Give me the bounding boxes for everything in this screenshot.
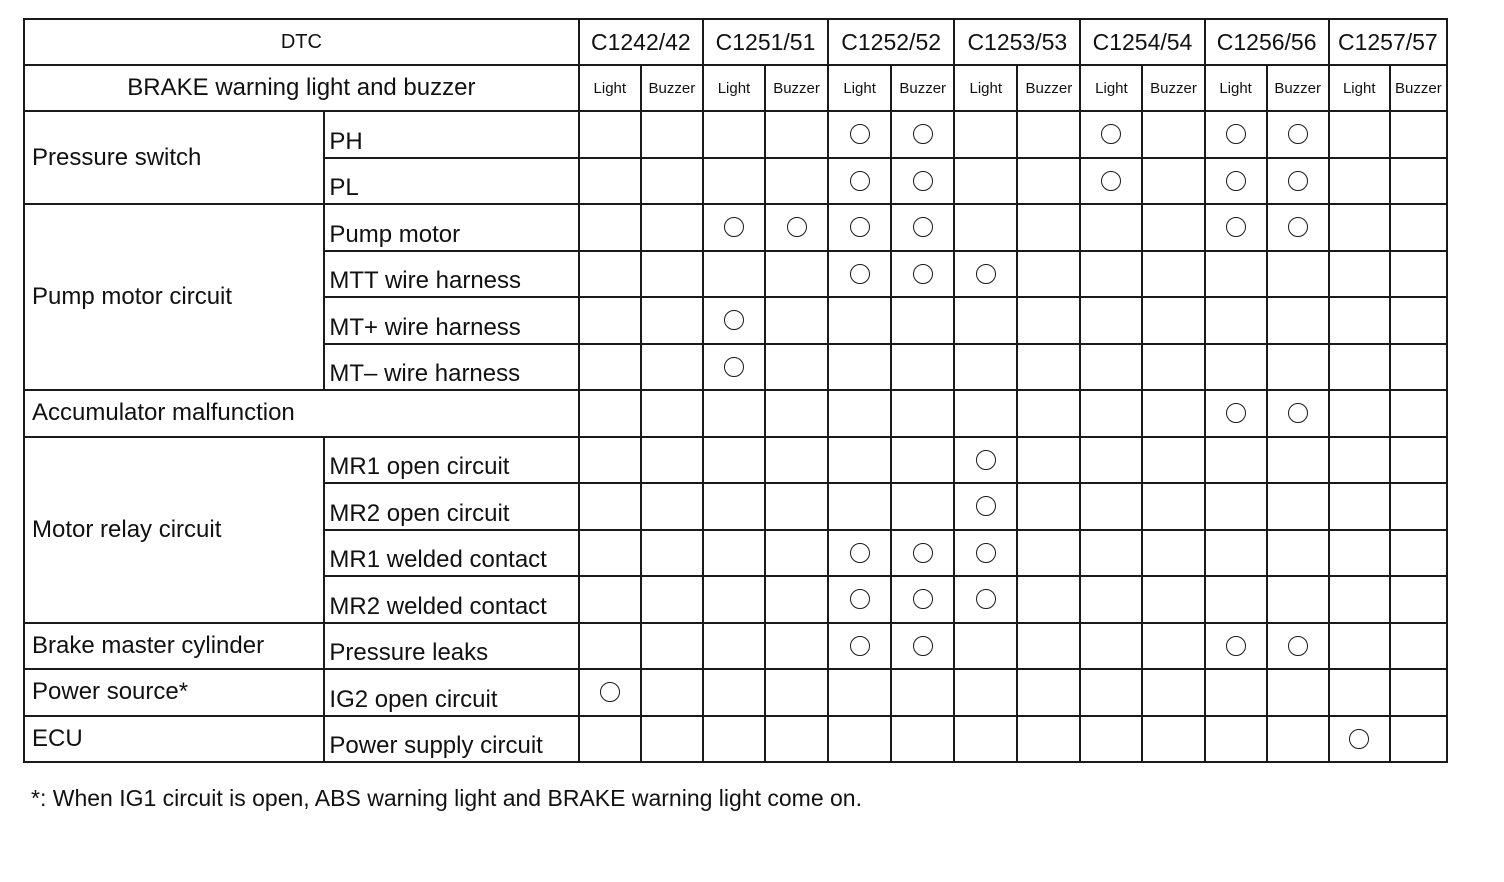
circle-mark-icon: [1226, 217, 1246, 237]
light-cell: [954, 297, 1017, 344]
buzzer-cell: [1017, 623, 1080, 670]
light-cell: [954, 623, 1017, 670]
light-cell: [828, 716, 891, 763]
item-label: Power supply circuit: [324, 716, 578, 763]
light-cell: [579, 390, 641, 437]
buzzer-cell: [641, 297, 703, 344]
buzzer-cell: [1267, 251, 1329, 298]
buzzer-cell: [1017, 111, 1080, 158]
buzzer-cell: [765, 297, 828, 344]
circle-mark-icon: [850, 636, 870, 656]
light-cell: [828, 530, 891, 577]
dtc-header-label: DTC: [24, 19, 579, 65]
item-label: Pump motor: [324, 204, 578, 251]
table-row: [24, 669, 1447, 716]
light-cell: [1205, 530, 1267, 577]
circle-mark-icon: [1226, 636, 1246, 656]
buzzer-cell: [1017, 483, 1080, 530]
circle-mark-icon: [913, 589, 933, 609]
group-label: ECU: [24, 716, 324, 763]
buzzer-cell: [1267, 530, 1329, 577]
item-label: Pressure leaks: [324, 623, 578, 670]
light-cell: [828, 251, 891, 298]
light-cell: [579, 623, 641, 670]
buzzer-cell: [1142, 669, 1204, 716]
buzzer-cell: [891, 716, 954, 763]
table-row: [24, 111, 1447, 158]
light-cell: [703, 111, 765, 158]
buzzer-cell: [641, 623, 703, 670]
table-row: [24, 437, 1447, 484]
light-cell: [579, 716, 641, 763]
circle-mark-icon: [1226, 124, 1246, 144]
dtc-code-header: C1252/52: [828, 19, 954, 65]
buzzer-cell: [641, 204, 703, 251]
buzzer-cell: [765, 669, 828, 716]
buzzer-cell: [765, 111, 828, 158]
light-cell: [1080, 576, 1142, 623]
buzzer-cell: [765, 344, 828, 391]
light-cell: [1329, 483, 1390, 530]
light-cell: [1205, 251, 1267, 298]
buzzer-subheader: Buzzer: [1390, 65, 1447, 111]
light-cell: [1205, 344, 1267, 391]
buzzer-cell: [1142, 530, 1204, 577]
dtc-table-container: [23, 18, 1448, 763]
buzzer-cell: [1390, 576, 1447, 623]
buzzer-cell: [1017, 530, 1080, 577]
buzzer-cell: [765, 483, 828, 530]
buzzer-cell: [891, 297, 954, 344]
buzzer-cell: [641, 344, 703, 391]
circle-mark-icon: [724, 357, 744, 377]
light-cell: [1205, 716, 1267, 763]
buzzer-cell: [1267, 297, 1329, 344]
light-cell: [828, 111, 891, 158]
circle-mark-icon: [787, 217, 807, 237]
light-cell: [579, 437, 641, 484]
buzzer-cell: [1390, 297, 1447, 344]
light-cell: [703, 437, 765, 484]
buzzer-cell: [765, 716, 828, 763]
buzzer-subheader: Buzzer: [891, 65, 954, 111]
circle-mark-icon: [850, 171, 870, 191]
buzzer-cell: [1267, 669, 1329, 716]
circle-mark-icon: [1226, 403, 1246, 423]
circle-mark-icon: [913, 217, 933, 237]
light-cell: [828, 576, 891, 623]
light-cell: [1329, 344, 1390, 391]
buzzer-subheader: Buzzer: [641, 65, 703, 111]
dtc-code-header: C1242/42: [579, 19, 703, 65]
light-cell: [1329, 623, 1390, 670]
buzzer-cell: [765, 623, 828, 670]
light-cell: [1080, 251, 1142, 298]
buzzer-cell: [641, 576, 703, 623]
buzzer-cell: [1017, 390, 1080, 437]
buzzer-cell: [1142, 623, 1204, 670]
circle-mark-icon: [1349, 729, 1369, 749]
item-label: MR2 open circuit: [324, 483, 578, 530]
buzzer-cell: [1390, 623, 1447, 670]
buzzer-cell: [1267, 437, 1329, 484]
header-row-dtc: [24, 19, 1447, 65]
dtc-code-header: C1256/56: [1205, 19, 1329, 65]
buzzer-cell: [891, 576, 954, 623]
buzzer-cell: [641, 530, 703, 577]
buzzer-subheader: Buzzer: [1142, 65, 1204, 111]
buzzer-cell: [641, 251, 703, 298]
buzzer-cell: [1267, 158, 1329, 205]
item-label: MT– wire harness: [324, 344, 578, 391]
buzzer-cell: [641, 437, 703, 484]
buzzer-cell: [1142, 344, 1204, 391]
buzzer-cell: [891, 483, 954, 530]
circle-mark-icon: [850, 589, 870, 609]
light-cell: [954, 437, 1017, 484]
circle-mark-icon: [1101, 124, 1121, 144]
dtc-code-header: C1254/54: [1080, 19, 1204, 65]
light-cell: [1329, 390, 1390, 437]
buzzer-cell: [765, 204, 828, 251]
circle-mark-icon: [1288, 217, 1308, 237]
group-label: Motor relay circuit: [24, 437, 324, 623]
light-cell: [1329, 297, 1390, 344]
light-cell: [828, 669, 891, 716]
light-cell: [579, 344, 641, 391]
buzzer-cell: [1017, 437, 1080, 484]
light-cell: [579, 576, 641, 623]
buzzer-cell: [891, 390, 954, 437]
light-subheader: Light: [1080, 65, 1142, 111]
light-cell: [703, 158, 765, 205]
circle-mark-icon: [976, 450, 996, 470]
buzzer-cell: [1390, 437, 1447, 484]
buzzer-cell: [891, 530, 954, 577]
light-subheader: Light: [1329, 65, 1390, 111]
buzzer-cell: [1390, 158, 1447, 205]
light-cell: [703, 297, 765, 344]
buzzer-cell: [1267, 623, 1329, 670]
dtc-code-header: C1253/53: [954, 19, 1080, 65]
circle-mark-icon: [850, 264, 870, 284]
circle-mark-icon: [724, 310, 744, 330]
light-cell: [828, 483, 891, 530]
dtc-code-header: C1257/57: [1329, 19, 1447, 65]
light-cell: [954, 111, 1017, 158]
buzzer-cell: [891, 204, 954, 251]
light-cell: [579, 483, 641, 530]
item-label: PL: [324, 158, 578, 205]
light-cell: [1205, 158, 1267, 205]
light-cell: [954, 251, 1017, 298]
light-cell: [828, 158, 891, 205]
light-cell: [1080, 158, 1142, 205]
light-subheader: Light: [703, 65, 765, 111]
light-cell: [579, 297, 641, 344]
light-cell: [1205, 669, 1267, 716]
buzzer-cell: [1017, 204, 1080, 251]
circle-mark-icon: [1226, 171, 1246, 191]
light-subheader: Light: [579, 65, 641, 111]
buzzer-cell: [1267, 576, 1329, 623]
light-cell: [1205, 390, 1267, 437]
light-cell: [828, 437, 891, 484]
table-row: [24, 716, 1447, 763]
buzzer-cell: [1390, 669, 1447, 716]
light-cell: [1080, 344, 1142, 391]
table-row: [24, 390, 1447, 437]
buzzer-cell: [1142, 576, 1204, 623]
buzzer-cell: [1017, 251, 1080, 298]
circle-mark-icon: [1288, 636, 1308, 656]
buzzer-cell: [641, 716, 703, 763]
circle-mark-icon: [976, 589, 996, 609]
buzzer-cell: [1142, 204, 1204, 251]
light-cell: [1329, 576, 1390, 623]
item-label: PH: [324, 111, 578, 158]
light-cell: [703, 251, 765, 298]
light-cell: [703, 623, 765, 670]
light-cell: [579, 204, 641, 251]
item-label: MR1 open circuit: [324, 437, 578, 484]
buzzer-cell: [891, 344, 954, 391]
circle-mark-icon: [724, 217, 744, 237]
light-cell: [579, 251, 641, 298]
light-cell: [1080, 483, 1142, 530]
circle-mark-icon: [976, 543, 996, 563]
light-cell: [1205, 483, 1267, 530]
group-label: Accumulator malfunction: [24, 390, 579, 437]
buzzer-cell: [1017, 297, 1080, 344]
circle-mark-icon: [850, 543, 870, 563]
group-label: Pump motor circuit: [24, 204, 324, 390]
item-label: MTT wire harness: [324, 251, 578, 298]
circle-mark-icon: [976, 264, 996, 284]
circle-mark-icon: [600, 682, 620, 702]
light-cell: [1205, 204, 1267, 251]
circle-mark-icon: [1288, 171, 1308, 191]
light-cell: [1329, 530, 1390, 577]
light-cell: [1080, 716, 1142, 763]
light-cell: [703, 204, 765, 251]
circle-mark-icon: [1101, 171, 1121, 191]
item-label: MT+ wire harness: [324, 297, 578, 344]
header-row-light-buzzer: [24, 65, 1447, 111]
buzzer-cell: [1390, 111, 1447, 158]
light-cell: [579, 530, 641, 577]
light-cell: [828, 390, 891, 437]
group-label: Pressure switch: [24, 111, 324, 204]
item-label: IG2 open circuit: [324, 669, 578, 716]
buzzer-cell: [1142, 390, 1204, 437]
buzzer-cell: [891, 623, 954, 670]
warning-header-label: BRAKE warning light and buzzer: [24, 65, 579, 111]
buzzer-cell: [891, 669, 954, 716]
light-cell: [703, 576, 765, 623]
buzzer-cell: [765, 251, 828, 298]
buzzer-cell: [1267, 390, 1329, 437]
light-cell: [954, 158, 1017, 205]
buzzer-subheader: Buzzer: [1017, 65, 1080, 111]
light-cell: [703, 344, 765, 391]
light-cell: [954, 576, 1017, 623]
item-label: MR2 welded contact: [324, 576, 578, 623]
light-cell: [1329, 669, 1390, 716]
dtc-code-header: C1251/51: [703, 19, 828, 65]
light-cell: [954, 483, 1017, 530]
item-label: MR1 welded contact: [324, 530, 578, 577]
buzzer-cell: [641, 158, 703, 205]
light-cell: [579, 158, 641, 205]
circle-mark-icon: [913, 543, 933, 563]
light-subheader: Light: [954, 65, 1017, 111]
light-cell: [954, 344, 1017, 391]
light-cell: [1329, 158, 1390, 205]
light-cell: [1329, 437, 1390, 484]
buzzer-cell: [891, 111, 954, 158]
light-cell: [703, 390, 765, 437]
light-cell: [954, 390, 1017, 437]
buzzer-cell: [1390, 530, 1447, 577]
buzzer-subheader: Buzzer: [1267, 65, 1329, 111]
light-subheader: Light: [828, 65, 891, 111]
light-cell: [703, 483, 765, 530]
buzzer-cell: [765, 437, 828, 484]
buzzer-cell: [1142, 483, 1204, 530]
buzzer-cell: [641, 483, 703, 530]
buzzer-cell: [1017, 344, 1080, 391]
buzzer-cell: [1390, 716, 1447, 763]
buzzer-cell: [1142, 251, 1204, 298]
circle-mark-icon: [850, 217, 870, 237]
buzzer-cell: [891, 251, 954, 298]
buzzer-cell: [1267, 483, 1329, 530]
light-cell: [703, 716, 765, 763]
circle-mark-icon: [913, 124, 933, 144]
buzzer-subheader: Buzzer: [765, 65, 828, 111]
light-cell: [1329, 204, 1390, 251]
light-cell: [1205, 111, 1267, 158]
light-cell: [1080, 623, 1142, 670]
circle-mark-icon: [1288, 403, 1308, 423]
light-cell: [828, 204, 891, 251]
buzzer-cell: [1017, 576, 1080, 623]
light-cell: [1205, 623, 1267, 670]
buzzer-cell: [1267, 204, 1329, 251]
buzzer-cell: [1142, 111, 1204, 158]
buzzer-cell: [1267, 344, 1329, 391]
light-cell: [828, 297, 891, 344]
table-row: [24, 204, 1447, 251]
group-label: Brake master cylinder: [24, 623, 324, 670]
light-cell: [1205, 437, 1267, 484]
light-cell: [1080, 111, 1142, 158]
light-cell: [1080, 669, 1142, 716]
buzzer-cell: [1390, 251, 1447, 298]
circle-mark-icon: [976, 496, 996, 516]
buzzer-cell: [1142, 716, 1204, 763]
buzzer-cell: [641, 669, 703, 716]
circle-mark-icon: [1288, 124, 1308, 144]
buzzer-cell: [1390, 344, 1447, 391]
buzzer-cell: [1142, 158, 1204, 205]
buzzer-cell: [891, 158, 954, 205]
light-cell: [1080, 390, 1142, 437]
buzzer-cell: [1267, 111, 1329, 158]
light-subheader: Light: [1205, 65, 1267, 111]
light-cell: [954, 530, 1017, 577]
light-cell: [1080, 297, 1142, 344]
light-cell: [1080, 204, 1142, 251]
light-cell: [703, 669, 765, 716]
light-cell: [954, 669, 1017, 716]
circle-mark-icon: [913, 264, 933, 284]
buzzer-cell: [1390, 204, 1447, 251]
buzzer-cell: [1017, 716, 1080, 763]
light-cell: [828, 344, 891, 391]
buzzer-cell: [1142, 437, 1204, 484]
light-cell: [1329, 716, 1390, 763]
light-cell: [1205, 576, 1267, 623]
buzzer-cell: [641, 111, 703, 158]
buzzer-cell: [891, 437, 954, 484]
light-cell: [954, 204, 1017, 251]
buzzer-cell: [1017, 158, 1080, 205]
table-row: [24, 623, 1447, 670]
light-cell: [1080, 530, 1142, 577]
buzzer-cell: [1390, 390, 1447, 437]
light-cell: [579, 669, 641, 716]
group-label: Power source*: [24, 669, 324, 716]
buzzer-cell: [765, 576, 828, 623]
buzzer-cell: [765, 390, 828, 437]
light-cell: [1329, 251, 1390, 298]
buzzer-cell: [765, 530, 828, 577]
light-cell: [1329, 111, 1390, 158]
light-cell: [1080, 437, 1142, 484]
buzzer-cell: [1017, 669, 1080, 716]
footnote: *: When IG1 circuit is open, ABS warning light and BRAKE warning light come on.: [31, 785, 862, 811]
circle-mark-icon: [913, 636, 933, 656]
buzzer-cell: [1142, 297, 1204, 344]
light-cell: [828, 623, 891, 670]
light-cell: [579, 111, 641, 158]
table-body: [24, 111, 1447, 762]
buzzer-cell: [765, 158, 828, 205]
light-cell: [703, 530, 765, 577]
circle-mark-icon: [913, 171, 933, 191]
dtc-brake-warning-table: [23, 18, 1448, 763]
light-cell: [1205, 297, 1267, 344]
circle-mark-icon: [850, 124, 870, 144]
buzzer-cell: [641, 390, 703, 437]
buzzer-cell: [1390, 483, 1447, 530]
buzzer-cell: [1267, 716, 1329, 763]
light-cell: [954, 716, 1017, 763]
